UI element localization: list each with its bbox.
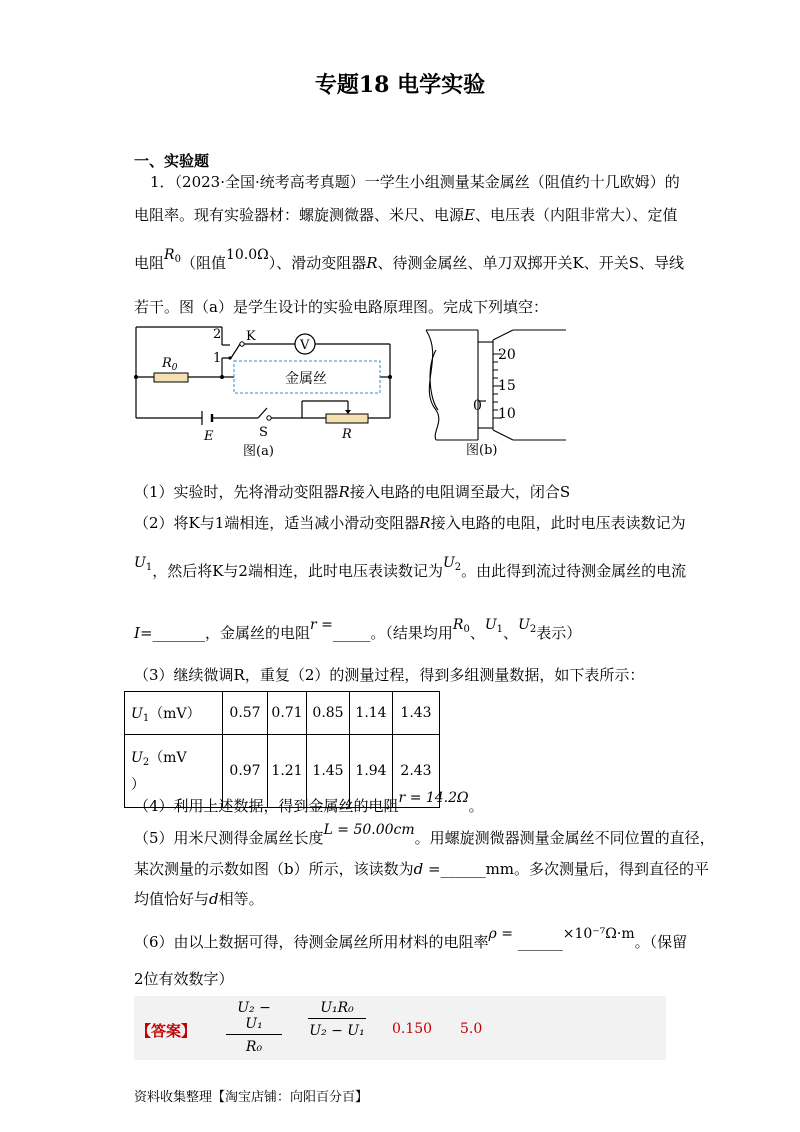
var-R0 [164,247,181,263]
sub: 0 [463,624,470,635]
unit-end: ） [131,776,145,793]
var-U2 [443,555,461,571]
part-5-line-2 [134,858,709,879]
text: 均值恰好与 [134,890,210,908]
text: （6）由以上数据可得，待测金属丝所用材料的电阻率 [134,933,489,951]
part-2-line-2 [134,555,687,582]
unit: （mV） [149,705,201,722]
s-label: S [259,425,268,440]
table-cell: 1.43 [393,692,440,735]
junction-dot [220,375,224,379]
text: 表示） [536,624,582,642]
answer-fraction-2 [308,1000,366,1039]
switch-s-contact [267,416,271,420]
table-cell: 0.85 [307,692,350,735]
text: ，然后将K与2端相连，此时电压表读数记为 [152,562,443,580]
part-3: （3）继续微调R，重复（2）的测量过程，得到多组测量数据，如下表所示： [134,666,645,684]
table-cell: 0.97 [223,735,268,808]
question-line-2 [134,204,677,225]
text: 。由此得到流过待测金属丝的电流 [461,562,687,580]
slider-arrow-icon [345,410,351,414]
text: 。（结果均用 [370,624,453,642]
answer-blank-2: _____ [332,624,371,642]
tick-15: 15 [498,378,516,394]
var: U [134,555,146,571]
r0-value: 10.0Ω [225,247,269,263]
page-title: 专题18 电学实验 [314,72,486,98]
var-r: r = [310,617,333,633]
var-rho: ρ = [488,926,513,942]
table-cell: 1.45 [307,735,350,808]
numerator: U₁R₀ [308,1000,366,1019]
text: 相等。 [218,890,264,908]
junction-dot [134,375,138,379]
answer-value-1: 0.150 [392,1021,433,1037]
answer-value-2: 5.0 [460,1021,483,1037]
var: R [452,617,464,633]
text: mm。多次测量后，得到直径的平 [485,860,710,878]
part-4 [134,790,484,816]
answer-fraction-1 [226,1000,282,1055]
var: U [484,617,497,633]
answer-blank-3: ______ [440,860,486,878]
part-2-line-1 [134,512,686,533]
var-U1 [134,555,152,571]
text: 接入电路的电阻调至最大，闭合S [349,483,571,501]
denominator: U₂ − U₁ [309,1023,365,1039]
part-1 [134,481,570,502]
junction-dot [388,375,392,379]
var-U2 [518,617,536,633]
resistance-value: r = 14.2Ω [398,790,469,806]
data-table [124,691,440,808]
var-R0 [453,617,470,633]
table-cell: 1.21 [268,735,307,808]
var-R: R [419,514,431,532]
text: 某次测量的示数如图（b）所示，该读数为 [134,860,414,878]
question-line-1: 1．（2023·全国·统考高考真题）一学生小组测量某金属丝（阻值约十几欧姆）的 [150,173,680,191]
text: ）、滑动变阻器 [268,254,367,272]
question-line-3 [134,247,685,274]
part-6-line-2: 2位有效数字） [134,970,234,988]
metal-wire-label: 金属丝 [285,371,327,387]
text: （5）用米尺测得金属丝长度 [134,829,324,847]
part-5-line-1 [134,822,715,848]
var-R: R [338,483,350,501]
text: 、待测金属丝、单刀双掷开关K、开关S、导线 [377,254,685,272]
text: 、 [469,624,485,642]
table-cell: 2.43 [393,735,440,808]
question-line-4: 若干。图（a）是学生设计的实验电路原理图。完成下列填空： [134,298,548,316]
rho-unit: ×10⁻⁷Ω·m [562,926,635,942]
sub: 0 [174,254,181,265]
part-5-line-3 [134,888,264,909]
voltmeter-label: V [300,338,310,353]
text: （阻值 [180,254,226,272]
text: ，金属丝的电阻 [205,624,311,642]
r0-resistor [154,373,188,382]
unit: （mV [149,749,187,766]
var: U [131,705,143,722]
var: U [131,749,143,766]
denominator: R₀ [245,1039,263,1055]
numerator: U₂ − U₁ [226,1000,282,1035]
var-d: d = [413,860,441,878]
micrometer-diagram [418,318,568,464]
table-cell: 1.14 [350,692,393,735]
switch-pivot [240,342,244,346]
text: 接入电路的电阻，此时电压表读数记为 [430,514,686,532]
sub: 2 [454,562,462,573]
var-I: I [134,624,140,642]
text: （2）将K与1端相连，适当减小滑动变阻器 [134,514,420,532]
e-label: E [204,429,214,444]
sub: 1 [145,562,153,573]
table-row [125,692,440,735]
text: 电阻 [134,254,165,272]
var-R: R [366,254,378,272]
var-U1 [485,617,503,633]
sub: 2 [529,624,537,635]
var: U [518,617,530,633]
text: 、 [503,624,519,642]
pos1-label: 1 [213,351,222,366]
text: 。用螺旋测微器测量金属丝不同位置的直径， [414,829,715,847]
r-label: R [342,427,352,442]
sub: 2 [142,756,150,768]
pos2-label: 2 [213,327,222,342]
main-scale-0: 0 [473,398,482,414]
rheostat [326,414,368,423]
text: 电阻率。现有实验器材：螺旋测微器、米尺、电源 [134,206,465,224]
text: = [139,624,153,642]
row-label [125,692,223,735]
switch-contact [228,356,231,359]
table-cell: 1.94 [350,735,393,808]
var: U [442,555,455,571]
r0-label: $R_0$ [162,356,178,373]
figure-a-caption: 图(a) [243,444,274,459]
part-6-line-1 [134,926,688,952]
part-2-line-3 [134,617,582,644]
var-E: E [464,206,475,224]
tick-20: 20 [498,347,516,363]
sub: 1 [142,712,150,724]
tick-10: 10 [498,406,516,422]
text: 、电压表（内阻非常大）、定值 [474,206,678,224]
text: 。（保留 [634,933,688,951]
k-label: K [246,329,256,344]
text: （1）实验时，先将滑动变阻器 [134,483,339,501]
table-cell: 0.57 [223,692,268,735]
figure-b-caption: 图(b) [466,443,498,458]
circuit-diagram [130,320,415,462]
text: （4）利用上述数据，得到金属丝的电阻 [134,797,399,815]
var: R [164,247,175,263]
answer-blank-1: _______ [152,624,206,642]
section-heading: 一、实验题 [134,152,210,170]
var-d: d [209,890,219,908]
answer-label: 【答案】 [136,1022,197,1040]
answer-blank-4: ______ [517,933,563,951]
text: 。 [468,797,484,815]
length-value: L = 50.00cm [323,822,415,838]
footer-text: 资料收集整理【淘宝店铺：向阳百分百】 [134,1090,369,1105]
table-cell: 0.71 [268,692,307,735]
sub: 1 [496,624,504,635]
